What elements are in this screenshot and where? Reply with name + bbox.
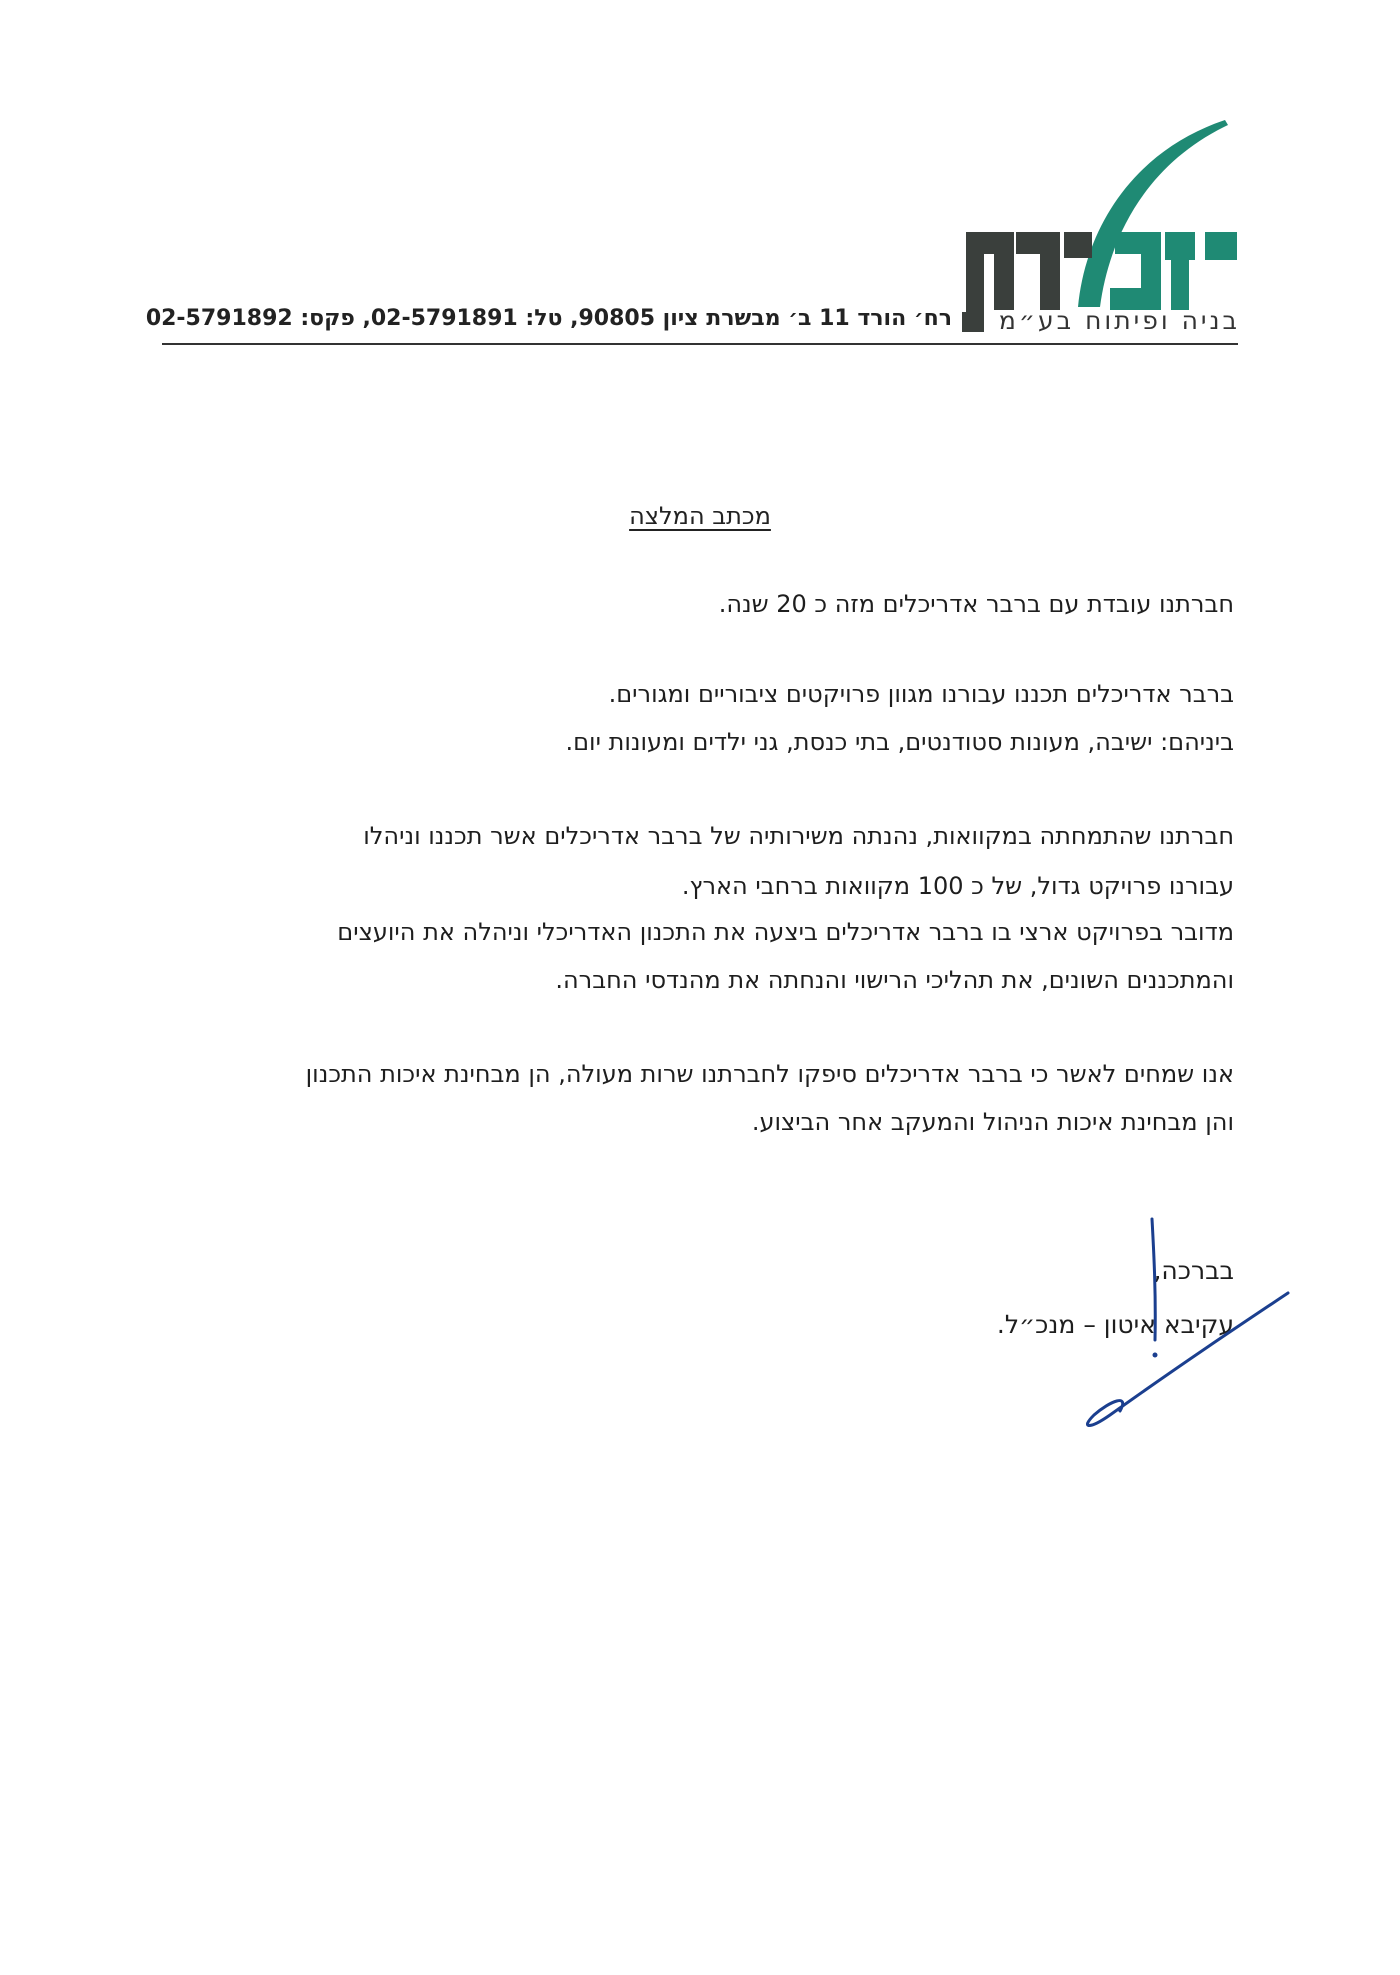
- logo-square-mark: [962, 312, 982, 332]
- body-line: והמתכננים השונים, את תהליכי הרישוי והנחתה את מהנדסי החברה.: [555, 966, 1234, 994]
- company-address: רח׳ הורד 11 ב׳ מבשרת ציון 90805, טל: 02-5791891, פקס: 02-5791892: [145, 306, 952, 331]
- header-divider: [162, 343, 1238, 345]
- body-line: ברבר אדריכלים תכננו עבורנו מגוון פרויקטים ציבוריים ומגורים.: [608, 680, 1234, 708]
- body-line: אנו שמחים לאשר כי ברבר אדריכלים סיפקו לחברתנו שרות מעולה, הן מבחינת איכות התכנון: [305, 1060, 1234, 1088]
- company-tagline: בניה ופיתוח בע״מ: [998, 306, 1240, 335]
- body-line: חברתנו עובדת עם ברבר אדריכלים מזה כ 20 שנה.: [718, 590, 1234, 618]
- body-line: עבורנו פרויקט גדול, של כ 100 מקוואות ברחבי הארץ.: [681, 872, 1234, 900]
- body-line: חברתנו שהתמחתה במקוואות, נהנתה משירותיה של ברבר אדריכלים אשר תכננו וניהלו: [363, 822, 1234, 850]
- handwritten-signature: [1060, 1215, 1290, 1435]
- letter-title: מכתב המלצה: [629, 502, 771, 530]
- signer-name: עקיבא איטון – מנכ״ל.: [996, 1310, 1234, 1339]
- body-line: ביניהם: ישיבה, מעונות סטודנטים, בתי כנסת, גני ילדים ומעונות יום.: [565, 728, 1234, 756]
- body-line: והן מבחינת איכות הניהול והמעקב אחר הביצוע.: [751, 1108, 1234, 1136]
- closing-greeting: בברכה,: [1153, 1256, 1234, 1285]
- body-line: מדובר בפרויקט ארצי בו ברבר אדריכלים ביצעה את התכנון האדריכלי וניהלה את היועצים: [337, 918, 1234, 946]
